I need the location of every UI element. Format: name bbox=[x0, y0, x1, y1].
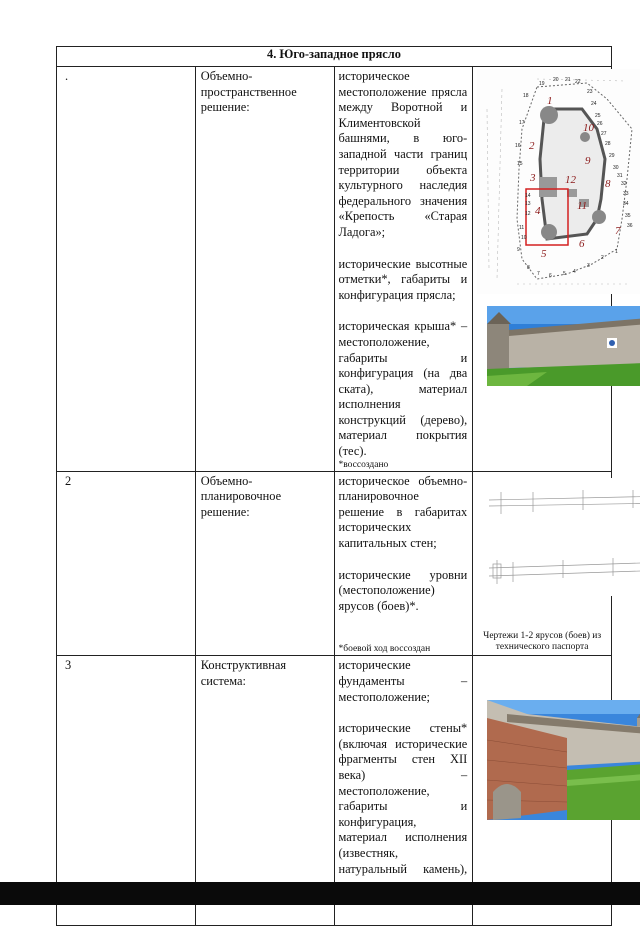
row-number: 3 bbox=[57, 656, 196, 926]
footnote: *боевой ход воссоздан bbox=[338, 644, 431, 655]
svg-text:11: 11 bbox=[577, 200, 588, 212]
svg-text:26: 26 bbox=[597, 121, 603, 127]
floor-plan-drawing bbox=[483, 478, 640, 596]
svg-text:22: 22 bbox=[575, 79, 581, 85]
description-paragraph: исторические фундаменты – местоположение; bbox=[338, 658, 468, 704]
svg-text:8: 8 bbox=[527, 265, 531, 271]
svg-text:9: 9 bbox=[585, 155, 591, 167]
table-row bbox=[57, 67, 612, 472]
svg-text:23: 23 bbox=[587, 89, 593, 95]
description-paragraph: историческое местоположение прясла между Воротной и Климентовской башнями, в юго-западной части границ территории объекта культурного наследия федерального значения «Крепость «Старая Ладога»; bbox=[338, 69, 468, 239]
description-paragraph: исторические высотные отметки*, габариты и конфигурация прясла; bbox=[338, 256, 468, 302]
fortress-plan bbox=[477, 69, 640, 294]
svg-text:10: 10 bbox=[583, 122, 595, 134]
svg-text:14: 14 bbox=[525, 193, 531, 199]
requirements-table bbox=[56, 46, 633, 926]
section-title: 4. Юго-западное прясло bbox=[57, 47, 612, 67]
svg-text:4: 4 bbox=[573, 269, 577, 275]
svg-text:1: 1 bbox=[615, 249, 619, 255]
svg-text:11: 11 bbox=[519, 225, 525, 231]
svg-text:17: 17 bbox=[519, 120, 525, 126]
table-row bbox=[57, 471, 612, 656]
svg-text:27: 27 bbox=[601, 131, 607, 137]
row-description bbox=[334, 471, 473, 656]
svg-text:36: 36 bbox=[627, 223, 633, 229]
svg-text:20: 20 bbox=[553, 77, 559, 83]
svg-text:19: 19 bbox=[539, 81, 545, 87]
svg-text:2: 2 bbox=[601, 255, 605, 261]
row-number: 2 bbox=[57, 471, 196, 656]
svg-text:7: 7 bbox=[615, 225, 621, 237]
svg-text:33: 33 bbox=[623, 191, 629, 197]
brick-wall-photo bbox=[487, 700, 640, 820]
image-cell bbox=[473, 67, 633, 472]
svg-text:6: 6 bbox=[579, 238, 585, 250]
svg-text:18: 18 bbox=[523, 93, 529, 99]
wall-photo bbox=[487, 306, 640, 386]
svg-text:31: 31 bbox=[617, 173, 623, 179]
svg-text:2: 2 bbox=[529, 140, 535, 152]
description-paragraph: исторические уровни (местоположение) ярусов (боев)*. bbox=[338, 567, 468, 613]
svg-text:28: 28 bbox=[605, 141, 611, 147]
row-name: Объемно-планировочное решение: bbox=[195, 471, 334, 656]
svg-text:6: 6 bbox=[549, 273, 553, 279]
description-paragraph: историческое объемно-планировочное решение в габаритах исторических капитальных стен; bbox=[338, 473, 468, 551]
svg-text:15: 15 bbox=[517, 161, 523, 167]
svg-text:1: 1 bbox=[547, 95, 553, 107]
description-paragraph: историческая крыша* – местоположение, габариты и конфигурация (на два ската), материал исполнения конструкций (дерево), материал покрытия (тес). bbox=[338, 319, 468, 459]
row-description bbox=[334, 67, 473, 472]
svg-text:21: 21 bbox=[565, 77, 571, 83]
row-name: Конструктивная система: bbox=[195, 656, 334, 926]
svg-text:12: 12 bbox=[565, 174, 577, 186]
svg-text:12: 12 bbox=[525, 211, 531, 217]
row-number: . bbox=[57, 67, 196, 472]
svg-text:5: 5 bbox=[563, 271, 567, 277]
svg-text:9: 9 bbox=[517, 247, 521, 253]
svg-text:25: 25 bbox=[595, 113, 601, 119]
description-paragraph: исторические стены* (включая исторические фрагменты стен XII века) – местоположение, габариты и конфигурация, материал исполнения (известняк, натуральный камень), bbox=[338, 721, 468, 876]
svg-text:35: 35 bbox=[625, 213, 631, 219]
svg-text:30: 30 bbox=[613, 165, 619, 171]
svg-text:3: 3 bbox=[587, 263, 591, 269]
svg-text:13: 13 bbox=[525, 201, 531, 207]
svg-text:8: 8 bbox=[605, 178, 611, 190]
image-cell bbox=[473, 471, 612, 656]
svg-text:29: 29 bbox=[609, 153, 615, 159]
scan-bottom-edge bbox=[0, 882, 640, 905]
svg-text:3: 3 bbox=[530, 172, 536, 184]
svg-text:7: 7 bbox=[537, 271, 541, 277]
svg-text:24: 24 bbox=[591, 101, 597, 107]
row-name: Объемно-пространственное решение: bbox=[195, 67, 334, 472]
svg-text:5: 5 bbox=[541, 248, 547, 260]
svg-text:32: 32 bbox=[621, 181, 627, 187]
svg-text:10: 10 bbox=[521, 235, 527, 241]
svg-text:16: 16 bbox=[515, 143, 521, 149]
footnote: *воссоздано bbox=[338, 459, 389, 470]
svg-text:34: 34 bbox=[623, 201, 629, 207]
svg-text:4: 4 bbox=[535, 205, 541, 217]
image-caption: Чертежи 1-2 ярусов (боев) из технического паспорта bbox=[483, 631, 602, 653]
